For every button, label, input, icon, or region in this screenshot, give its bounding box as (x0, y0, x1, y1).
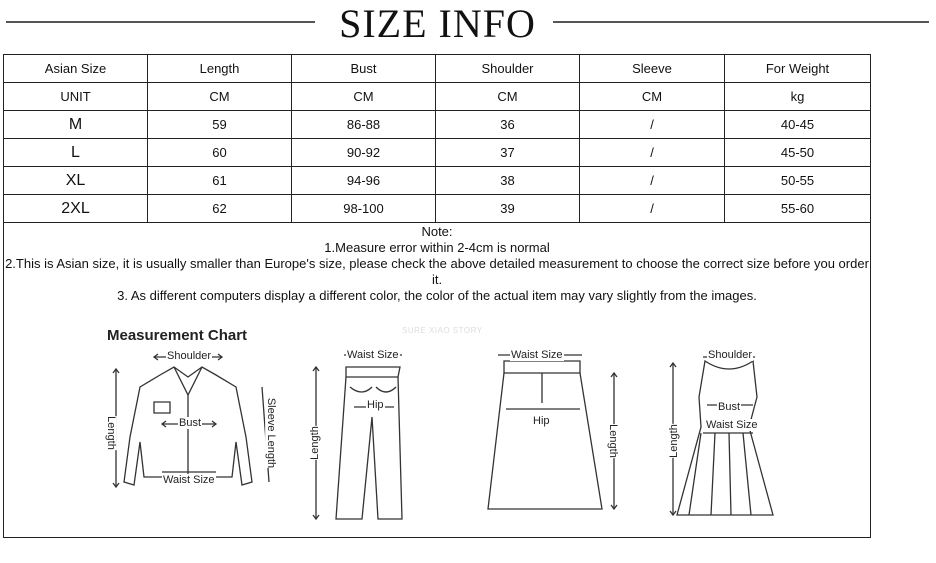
header-cell: Asian Size (4, 55, 148, 83)
size-cell: 2XL (4, 195, 148, 223)
unit-cell: CM (292, 83, 436, 111)
table-cell: 59 (148, 111, 292, 139)
shirt-bust-label: Bust (179, 417, 202, 429)
title-row (0, 0, 936, 50)
header-cell: For Weight (725, 55, 871, 83)
table-row (4, 111, 871, 139)
table-cell: 60 (148, 139, 292, 167)
table-cell: 61 (148, 167, 292, 195)
size-cell: XL (4, 167, 148, 195)
dress-shoulder-label: Shoulder (708, 349, 753, 361)
shirt-sleeve-label: Sleeve Length (265, 397, 278, 469)
note-line-1: 1.Measure error within 2-4cm is normal (324, 240, 550, 255)
shirt-drawing (104, 347, 279, 517)
table-header-row (4, 55, 871, 83)
shirt-waist-label: Waist Size (163, 474, 215, 486)
table-unit-row (4, 83, 871, 111)
size-cell: L (4, 139, 148, 167)
measurement-chart-title: Measurement Chart (107, 327, 248, 344)
table-cell: / (580, 167, 725, 195)
unit-cell: CM (580, 83, 725, 111)
table-cell: 37 (436, 139, 580, 167)
table-cell: / (580, 139, 725, 167)
table-cell: / (580, 195, 725, 223)
notes-box (3, 222, 871, 538)
note-line-3: 3. As different computers display a different color, the color of the actual item may vary slightly from the images. (117, 288, 757, 303)
table-cell: 62 (148, 195, 292, 223)
header-cell: Shoulder (436, 55, 580, 83)
pants-hip-label: Hip (367, 399, 384, 411)
note-line-2: 2.This is Asian size, it is usually smaller than Europe's size, please check the above detailed measurement to choose the correct size before you order it. (5, 256, 869, 287)
dress-length-label: Length (667, 424, 680, 458)
pants-figure (302, 347, 412, 522)
skirt-length-label: Length (606, 424, 619, 458)
table-cell: 40-45 (725, 111, 871, 139)
dress-figure (659, 347, 784, 522)
unit-cell: CM (148, 83, 292, 111)
table-cell: 94-96 (292, 167, 436, 195)
unit-cell: kg (725, 83, 871, 111)
unit-cell: UNIT (4, 83, 148, 111)
watermark: SURE XIAO STORY (402, 326, 483, 335)
shirt-shoulder-label: Shoulder (167, 350, 212, 362)
table-row (4, 139, 871, 167)
notes-heading: Note: (421, 224, 453, 239)
table-cell: 39 (436, 195, 580, 223)
table-cell: 86-88 (292, 111, 436, 139)
table-cell: 36 (436, 111, 580, 139)
table-cell: 55-60 (725, 195, 871, 223)
size-cell: M (4, 111, 148, 139)
title-rule-left (6, 21, 315, 23)
skirt-hip-label: Hip (533, 415, 550, 427)
table-row (4, 167, 871, 195)
dress-waist-label: Waist Size (706, 419, 758, 431)
pants-waist-label: Waist Size (347, 349, 399, 361)
notes (4, 224, 870, 304)
table-row (4, 195, 871, 223)
dress-bust-label: Bust (718, 401, 741, 413)
header-cell: Sleeve (580, 55, 725, 83)
table-cell: 90-92 (292, 139, 436, 167)
table-cell: / (580, 111, 725, 139)
skirt-figure (484, 347, 634, 522)
size-table (3, 54, 871, 223)
page-title: SIZE INFO (339, 1, 536, 46)
shirt-figure (104, 347, 279, 517)
table-cell: 45-50 (725, 139, 871, 167)
pants-length-label: Length (308, 426, 321, 460)
unit-cell: CM (436, 83, 580, 111)
shirt-length-label: Length (104, 416, 117, 450)
table-cell: 98-100 (292, 195, 436, 223)
header-cell: Length (148, 55, 292, 83)
header-cell: Bust (292, 55, 436, 83)
table-cell: 38 (436, 167, 580, 195)
skirt-waist-label: Waist Size (511, 349, 563, 361)
title-rule-right (553, 21, 929, 23)
table-cell: 50-55 (725, 167, 871, 195)
